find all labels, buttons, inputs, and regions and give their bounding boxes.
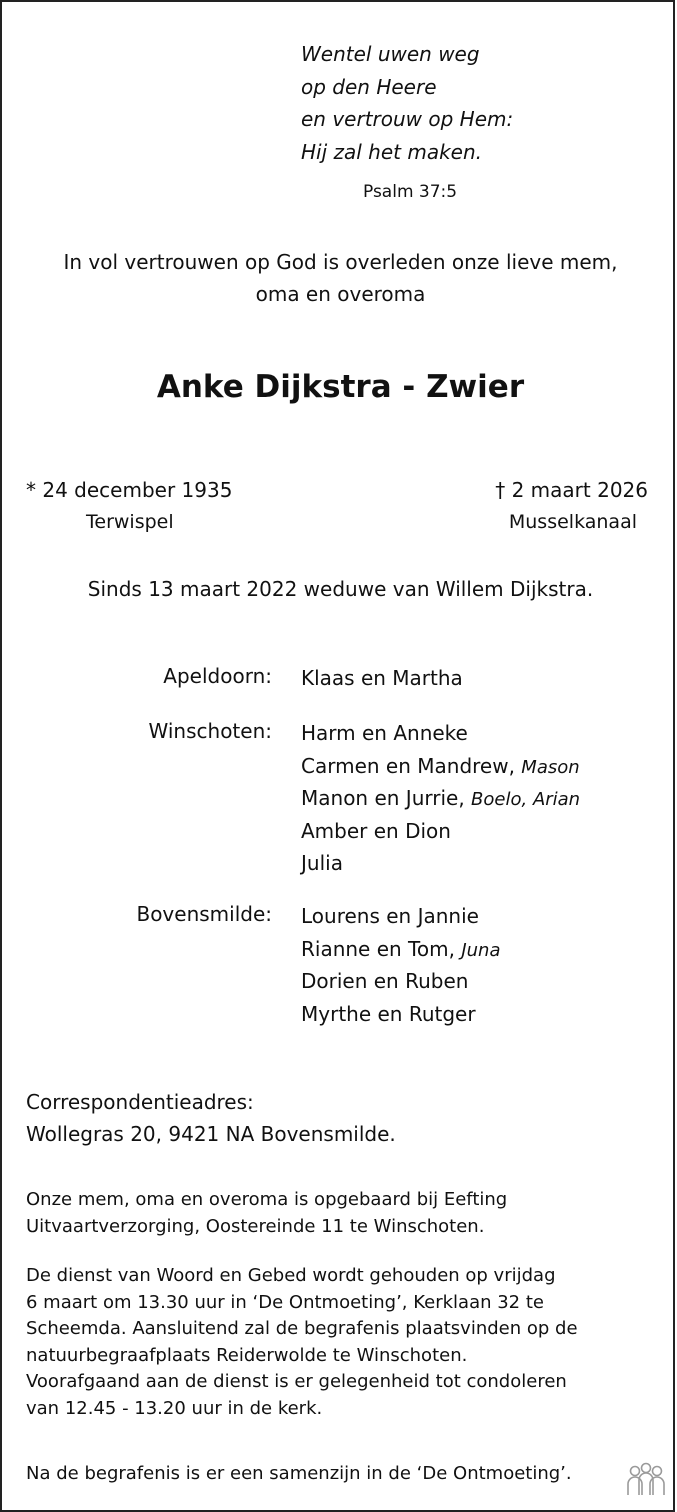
death-date: † 2 maart 2026 <box>495 478 648 502</box>
correspondence-address-line: Wollegras 20, 9421 NA Bovensmilde. <box>26 1122 396 1146</box>
correspondence-address <box>26 1086 396 1150</box>
intro-line: In vol vertrouwen op God is overleden onze lieve mem, <box>63 250 618 274</box>
family-line: Harm en Anneke <box>301 721 468 745</box>
family-names <box>301 900 500 1030</box>
paragraph-line: natuurbegraafplaats Reiderwolde te Winschoten. <box>26 1344 468 1366</box>
paragraph-line: van 12.45 - 13.20 uur in de kerk. <box>26 1397 323 1419</box>
verse-line: Wentel uwen weg <box>301 42 480 66</box>
family-place: Winschoten: <box>148 719 272 743</box>
family-line: Julia <box>301 851 343 875</box>
correspondence-label: Correspondentieadres: <box>26 1090 254 1114</box>
deceased-name: Anke Dijkstra - Zwier <box>156 369 525 405</box>
after-paragraph <box>26 1461 572 1488</box>
family-line: Dorien en Ruben <box>301 969 469 993</box>
paragraph-line: Onze mem, oma en overoma is opgebaard bij Eefting <box>26 1189 508 1210</box>
bible-verse <box>301 38 513 168</box>
family-line: Rianne en Tom, Juna <box>301 936 501 961</box>
verse-line: en vertrouw op Hem: <box>301 107 514 131</box>
family-place: Apeldoorn: <box>163 664 272 688</box>
paragraph-line: Na de begrafenis is er een samenzijn in de ‘De Ontmoeting’. <box>26 1463 572 1484</box>
family-line: Lourens en Jannie <box>301 904 479 928</box>
family-line: Manon en Jurrie, Boelo, Arian <box>301 786 581 810</box>
people-group-icon <box>624 1462 668 1498</box>
paragraph-line: De dienst van Woord en Gebed wordt gehouden op vrijdag <box>26 1265 556 1286</box>
family-names <box>301 717 580 880</box>
paragraph-line: Voorafgaand aan de dienst is er gelegenheid tot condoleren <box>26 1371 567 1392</box>
family-line: Klaas en Martha <box>301 666 463 690</box>
intro-line: oma en overoma <box>255 282 426 306</box>
service-paragraph <box>26 1263 578 1422</box>
death-place: Musselkanaal <box>508 511 637 533</box>
family-line: Amber en Dion <box>301 818 451 843</box>
paragraph-line: Scheemda. Aansluitend zal de begrafenis plaatsvinden op de <box>26 1318 578 1339</box>
family-line: Carmen en Mandrew, Mason <box>301 753 580 778</box>
paragraph-line: 6 maart om 13.30 uur in ‘De Ontmoeting’, Kerklaan 32 te <box>26 1291 544 1313</box>
verse-reference: Psalm 37:5 <box>363 182 458 202</box>
verse-line: Hij zal het maken. <box>301 139 483 164</box>
birth-date: * 24 december 1935 <box>26 478 233 502</box>
birth-place: Terwispel <box>86 511 174 533</box>
family-line: Myrthe en Rutger <box>301 1001 476 1026</box>
laid-out-paragraph <box>26 1187 507 1240</box>
widow-line: Sinds 13 maart 2022 weduwe van Willem Dijkstra. <box>87 577 594 601</box>
verse-line: op den Heere <box>301 74 437 99</box>
intro-text <box>2 246 677 310</box>
paragraph-line: Uitvaartverzorging, Oostereinde 11 te Winschoten. <box>26 1215 485 1237</box>
family-names <box>301 662 463 695</box>
family-place: Bovensmilde: <box>136 902 272 926</box>
